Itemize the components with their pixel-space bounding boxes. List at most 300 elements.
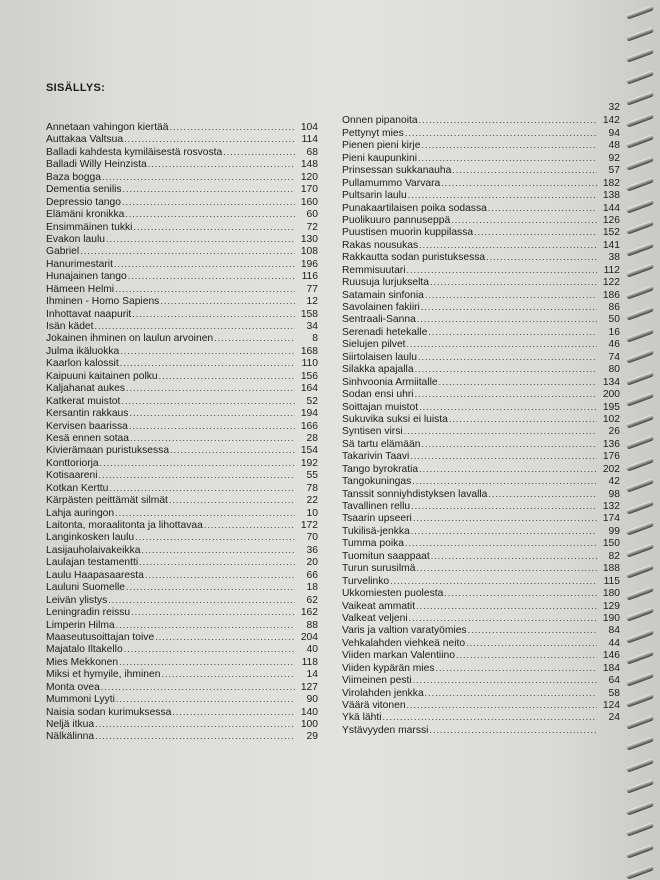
binding-ring [626, 694, 656, 707]
entry-page-number: 126 [602, 214, 620, 226]
binding-ring [626, 393, 656, 406]
entry-title: Pultsarin laulu [342, 190, 407, 202]
dot-leader [415, 388, 597, 400]
toc-entry [342, 562, 620, 574]
entry-page-number: 14 [306, 669, 318, 681]
dot-leader [95, 320, 295, 332]
entry-page-number: 29 [306, 731, 318, 743]
entry-title: Kaarlon kalossit [46, 358, 119, 370]
dot-leader [129, 407, 295, 419]
entry-title: Limperin Hilma [46, 619, 115, 631]
entry-page-number: 32 [608, 102, 620, 113]
entry-title: Kervisen baarissa [46, 420, 128, 432]
entry-title: Satamain sinfonia [342, 289, 424, 301]
binding-ring [626, 307, 656, 320]
entry-page-number: 42 [608, 476, 620, 488]
binding-ring [626, 221, 656, 234]
dot-leader [170, 121, 295, 133]
entry-title: Tavallinen rellu [342, 501, 411, 512]
entry-title: Vehkalahden viehkeä neito [342, 637, 466, 649]
entry-title: Laulajan testamentti [46, 557, 139, 569]
toc-entry [46, 507, 318, 519]
binding-ring [626, 372, 656, 385]
entry-title: Silakka apajalla [342, 364, 414, 376]
entry-page-number: 60 [306, 209, 318, 221]
toc-entry [46, 420, 318, 432]
toc-entry [342, 550, 620, 562]
entry-page-number: 141 [602, 239, 620, 251]
entry-title: Ihminen - Homo Sapiens [46, 296, 160, 308]
entry-title: Lasijauholaivakeikka [46, 544, 141, 556]
toc-entry [46, 370, 318, 382]
toc-entry [46, 544, 318, 556]
dot-leader [466, 637, 597, 649]
entry-page-number: 40 [306, 644, 318, 656]
entry-title: Valkeat veljeni [342, 612, 408, 624]
entry-title: Lauluni Suomelle [46, 582, 125, 594]
entry-page-number: 18 [306, 582, 318, 594]
binding-ring [626, 6, 656, 19]
entry-page-number: 194 [300, 408, 318, 420]
dot-leader [123, 183, 295, 195]
entry-page-number: 78 [306, 482, 318, 494]
entry-title: Naisia sodan kurimuksessa [46, 706, 172, 718]
entry-page-number: 195 [602, 401, 620, 413]
dot-leader [223, 146, 295, 158]
dot-leader [214, 332, 295, 344]
entry-page-number: 132 [602, 501, 620, 512]
dot-leader [419, 463, 597, 475]
entry-page-number: 24 [608, 712, 620, 724]
entry-title: Hanurimestarit [46, 258, 113, 270]
dot-leader [412, 475, 597, 487]
entry-title: Kivierämaan puristuksessa [46, 445, 170, 457]
entry-title: Annetaan vahingon kiertää [46, 122, 169, 133]
entry-page-number: 108 [300, 246, 318, 258]
entry-title: Pettynyt mies [342, 127, 404, 139]
toc-entry [46, 258, 318, 270]
entry-page-number: 22 [306, 495, 318, 507]
binding-ring [626, 157, 656, 170]
dot-leader [468, 624, 597, 636]
dot-leader [120, 345, 295, 357]
toc-entry [342, 289, 620, 301]
toc-entry [342, 114, 620, 126]
binding-ring [626, 866, 656, 879]
dot-leader [474, 226, 597, 238]
dot-leader [108, 594, 295, 606]
toc-entry [342, 575, 620, 587]
entry-title: Langinkosken laulu [46, 532, 135, 544]
entry-page-number: 46 [608, 339, 620, 351]
binding-ring [626, 286, 656, 299]
entry-title: Leivän ylistys [46, 594, 108, 606]
toc-entry [342, 475, 620, 487]
toc-entry [342, 189, 620, 201]
entry-page-number: 190 [602, 612, 620, 624]
entry-title: Varis ja valtion varatyömies [342, 625, 467, 637]
entry-title: Pullamummo Varvara [342, 177, 441, 189]
entry-page-number: 57 [608, 165, 620, 177]
dot-leader [419, 401, 597, 413]
entry-title: Julma ikäluokka [46, 345, 120, 357]
toc-entry [342, 537, 620, 549]
dot-leader [125, 208, 295, 220]
entry-title: Tumma poika [342, 538, 404, 550]
entry-title: Viiden markan Valentiino [342, 650, 455, 662]
entry-page-number: 124 [602, 700, 620, 711]
entry-page-number: 144 [602, 202, 620, 214]
dot-leader [418, 351, 597, 363]
entry-title: Sukuvika suksi ei luista [342, 413, 448, 425]
dot-leader [102, 171, 295, 183]
entry-title: Balladi Willy Heinzista [46, 159, 147, 171]
dot-leader [169, 494, 295, 506]
toc-entry [46, 469, 318, 481]
binding-ring [626, 544, 656, 557]
binding-ring [626, 28, 656, 41]
entry-page-number: 77 [306, 283, 318, 295]
entry-page-number: 99 [608, 525, 620, 537]
binding-ring [626, 329, 656, 342]
entry-title: Laitonta, moraalitonta ja lihottavaa [46, 520, 203, 531]
dot-leader [135, 531, 295, 543]
dot-leader [120, 357, 295, 369]
toc-entry [342, 401, 620, 413]
entry-page-number: 158 [300, 308, 318, 320]
dot-leader [161, 668, 295, 680]
binding-ring [626, 264, 656, 277]
entry-page-number: 146 [602, 650, 620, 662]
entry-title: Hämeen Helmi [46, 283, 115, 295]
entry-title: Sodan ensi uhri [342, 389, 414, 401]
dot-leader [126, 581, 295, 593]
entry-page-number: 36 [306, 544, 318, 556]
dot-leader [106, 233, 295, 245]
dot-leader [130, 432, 295, 444]
toc-entry [46, 407, 318, 419]
entry-page-number: 84 [608, 625, 620, 637]
toc-entry [342, 413, 620, 425]
dot-leader [409, 612, 597, 624]
toc-entry [342, 488, 620, 500]
entry-title: Tangokuningas [342, 476, 412, 488]
dot-leader [419, 239, 597, 251]
dot-leader [124, 133, 295, 145]
entry-page-number: 90 [306, 694, 318, 706]
entry-page-number: 74 [608, 351, 620, 363]
entry-page-number: 152 [602, 227, 620, 239]
toc-entry [46, 631, 318, 643]
binding-ring [626, 716, 656, 729]
entry-title: Evakon laulu [46, 233, 105, 245]
toc-entry [46, 643, 318, 655]
entry-page-number: 58 [608, 687, 620, 699]
dot-leader [141, 544, 295, 556]
toc-entry [46, 556, 318, 568]
binding-ring [626, 673, 656, 686]
binding-ring [626, 415, 656, 428]
toc-entry [46, 619, 318, 631]
dot-leader [126, 382, 295, 394]
entry-page-number: 148 [300, 159, 318, 171]
entry-page-number: 122 [602, 277, 620, 289]
dot-leader [132, 308, 295, 320]
entry-title: Ystävyyden marssi [342, 724, 429, 736]
entry-title: Soittajan muistot [342, 401, 419, 413]
toc-entry [46, 171, 318, 183]
dot-leader [128, 270, 295, 282]
binding-ring [626, 608, 656, 621]
entry-title: Katkerat muistot [46, 395, 121, 407]
entry-title: Kotisaareni [46, 470, 98, 482]
toc-entry [46, 606, 318, 618]
dot-leader [421, 438, 597, 450]
entry-title: Väärä vitonen [342, 700, 406, 711]
dot-leader [407, 264, 597, 276]
entry-title: Mies Mekkonen [46, 656, 119, 668]
entry-title: Tuomitun saappaat [342, 550, 430, 562]
toc-entry [46, 345, 318, 357]
toc-entry [46, 718, 318, 730]
page-heading: SISÄLLYS: [46, 82, 106, 94]
toc-entry [46, 270, 318, 282]
entry-title: Puolikuuro pannuseppä [342, 214, 451, 226]
entry-title: Sinhvoonia Armiitalle [342, 376, 438, 388]
entry-title: Rakas nousukas [342, 239, 419, 251]
dot-leader [444, 587, 597, 599]
entry-page-number: 80 [608, 364, 620, 376]
toc-entry [46, 295, 318, 307]
toc-entry [46, 245, 318, 257]
binding-ring [626, 737, 656, 750]
entry-page-number: 154 [300, 445, 318, 457]
toc-entry [46, 382, 318, 394]
entry-title: Sä tartu elämään [342, 438, 421, 450]
toc-entry [342, 102, 620, 114]
entry-page-number: 196 [300, 258, 318, 270]
toc-entry [342, 226, 620, 238]
binding-ring [626, 780, 656, 793]
toc-left-column [46, 121, 318, 743]
entry-title: Hunajainen tango [46, 271, 127, 283]
entry-title: Puustisen muorin kuppilassa [342, 227, 474, 239]
toc-entry [46, 133, 318, 145]
entry-title: Konttoriorja [46, 457, 99, 469]
entry-page-number: 204 [300, 631, 318, 643]
toc-entry [342, 463, 620, 475]
toc-entry [342, 177, 620, 189]
entry-title: Neljä itkua [46, 719, 95, 730]
entry-title: Maaseutusoittajan toive [46, 631, 155, 643]
dot-leader [425, 289, 597, 301]
dot-leader [122, 196, 295, 208]
binding-ring [626, 458, 656, 471]
binding-ring [626, 243, 656, 256]
entry-title: Isän kädet [46, 321, 94, 332]
dot-leader [405, 537, 597, 549]
binding-ring [626, 200, 656, 213]
entry-page-number: 164 [300, 383, 318, 395]
dot-leader [95, 718, 295, 730]
entry-page-number: 172 [300, 520, 318, 531]
binding-ring [626, 522, 656, 535]
entry-title: Remmisuutari [342, 264, 406, 276]
toc-entry [342, 699, 620, 711]
toc-entry [342, 164, 620, 176]
entry-page-number: 130 [300, 233, 318, 245]
entry-page-number: 168 [300, 345, 318, 357]
binding-ring [626, 114, 656, 127]
entry-page-number: 10 [306, 507, 318, 519]
toc-entry [46, 444, 318, 456]
entry-title: Mummoni Lyyti [46, 694, 115, 706]
toc-entry [46, 494, 318, 506]
entry-title: Leningradin reissu [46, 607, 131, 619]
entry-title: Gabriel [46, 246, 80, 258]
dot-leader [486, 251, 597, 263]
toc-entry [342, 326, 620, 338]
dot-leader [425, 687, 597, 699]
entry-title: Punakaartilaisen poika sodassa [342, 202, 487, 214]
toc-entry [46, 594, 318, 606]
toc-entry [342, 724, 620, 736]
binding-ring [626, 845, 656, 858]
entry-page-number: 8 [312, 333, 318, 345]
binding-ring [626, 71, 656, 84]
toc-entry [46, 196, 318, 208]
entry-title: Balladi kahdesta kymiläisestä rosvosta [46, 146, 223, 158]
toc-entry [342, 239, 620, 251]
entry-page-number: 120 [300, 171, 318, 183]
toc-entry [46, 395, 318, 407]
entry-page-number: 138 [602, 190, 620, 202]
toc-entry [342, 674, 620, 686]
toc-entry [342, 338, 620, 350]
dot-leader [204, 519, 295, 531]
entry-page-number: 92 [608, 152, 620, 164]
dot-leader [119, 656, 295, 668]
entry-title: Tukilisä-jenkka [342, 525, 410, 537]
entry-title: Turun surusilmä [342, 563, 416, 575]
toc-entry [46, 668, 318, 680]
entry-page-number: 64 [608, 675, 620, 687]
entry-title: Pienen pieni kirje [342, 140, 421, 152]
entry-page-number: 192 [300, 457, 318, 469]
entry-title: Kaljahanat aukes [46, 383, 126, 395]
toc-entry [46, 357, 318, 369]
dot-leader [109, 482, 295, 494]
entry-title: Virolahden jenkka [342, 687, 424, 699]
toc-entry [342, 127, 620, 139]
entry-page-number: 156 [300, 370, 318, 382]
entry-page-number: 170 [300, 184, 318, 196]
binding-ring [626, 651, 656, 664]
binding-ring [626, 436, 656, 449]
binding-ring [626, 823, 656, 836]
entry-page-number: 62 [306, 594, 318, 606]
toc-entry [46, 283, 318, 295]
toc-entry [342, 363, 620, 375]
toc-entry [46, 581, 318, 593]
entry-page-number: 142 [602, 115, 620, 127]
entry-title: Kärpästen peittämät silmät [46, 495, 168, 507]
entry-title: Tsaarin upseeri [342, 513, 412, 525]
dot-leader [390, 575, 597, 587]
binding-ring [626, 135, 656, 148]
entry-page-number: 28 [306, 432, 318, 444]
entry-title: Lahja auringon [46, 507, 115, 519]
entry-title: Ruusuja lurjukselta [342, 277, 429, 289]
toc-entry [342, 711, 620, 723]
entry-page-number: 129 [602, 600, 620, 612]
dot-leader [439, 376, 597, 388]
toc-entry [46, 656, 318, 668]
entry-title: Kotkan Kerttu [46, 482, 109, 494]
entry-page-number: 104 [300, 122, 318, 133]
dot-leader [172, 706, 295, 718]
entry-page-number: 26 [608, 426, 620, 438]
entry-page-number: 102 [602, 413, 620, 425]
entry-page-number: 150 [602, 538, 620, 550]
entry-page-number: 200 [602, 389, 620, 401]
dot-leader [133, 221, 295, 233]
dot-leader [155, 631, 295, 643]
toc-entry [342, 388, 620, 400]
toc-entry [342, 139, 620, 151]
toc-entry [46, 208, 318, 220]
toc-entry [46, 332, 318, 344]
entry-page-number: 52 [306, 395, 318, 407]
entry-page-number: 184 [602, 662, 620, 674]
entry-page-number: 114 [301, 134, 318, 146]
toc-entry [342, 425, 620, 437]
toc-entry [342, 301, 620, 313]
toc-entry [46, 121, 318, 133]
entry-page-number: 188 [602, 563, 620, 575]
toc-entry [342, 313, 620, 325]
dot-leader [404, 425, 597, 437]
dot-leader [418, 152, 597, 164]
entry-page-number: 88 [306, 619, 318, 631]
entry-page-number: 140 [300, 706, 318, 718]
dot-leader [129, 420, 295, 432]
dot-leader [160, 295, 295, 307]
toc-entry [46, 569, 318, 581]
entry-title: Viiden kypärän mies [342, 662, 435, 674]
toc-entry [342, 276, 620, 288]
entry-title: Serenadi hetekalle [342, 326, 428, 338]
entry-page-number: 44 [608, 637, 620, 649]
dot-leader [416, 600, 597, 612]
entry-page-number: 136 [602, 438, 620, 450]
dot-leader [115, 283, 295, 295]
entry-title: Syntisen virsi [342, 426, 403, 438]
toc-right-column [342, 102, 620, 736]
dot-leader [421, 301, 597, 313]
entry-title: Kersantin rakkaus [46, 408, 129, 420]
binding-ring [626, 802, 656, 815]
toc-entry [46, 308, 318, 320]
dot-leader [114, 258, 295, 270]
entry-page-number: 160 [300, 196, 318, 208]
entry-title: Sielujen pilvet [342, 339, 406, 351]
entry-page-number: 70 [306, 532, 318, 544]
entry-page-number: 118 [301, 656, 318, 668]
dot-leader [80, 245, 295, 257]
entry-page-number: 98 [608, 488, 620, 500]
dot-leader [428, 326, 597, 338]
